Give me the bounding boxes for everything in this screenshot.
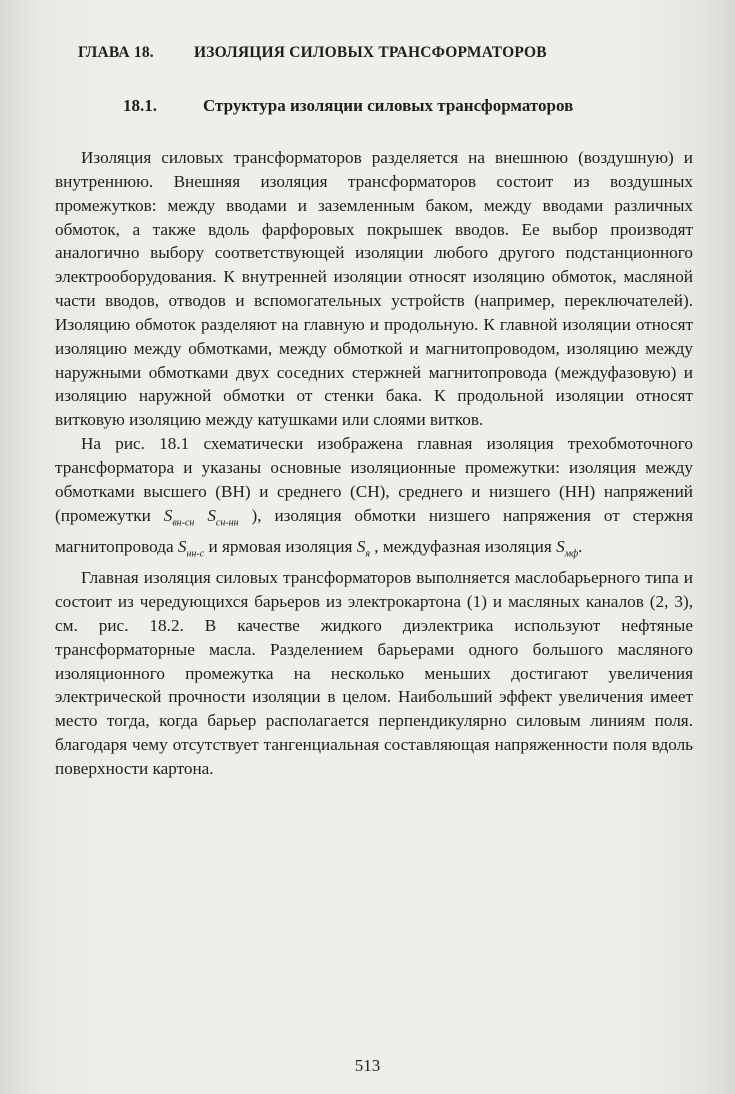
symbol-base: S	[177, 536, 187, 556]
symbol-subscript: нн-с	[186, 548, 205, 560]
symbol-s-vn-sn	[163, 505, 195, 529]
section-heading	[123, 96, 703, 116]
text-run: .	[578, 536, 583, 556]
text-run: и ярмовая изоляция	[204, 536, 357, 556]
paragraph-main-insulation: Главная изоляция силовых трансформаторов выполняется маслобарьерного типа и состоит из чередующихся барьеров из электрокартона (1) и масляных каналов (2, 3), см. рис. 18.2. В качестве жидкого диэлектрика используют нефтяные трансформаторные масла. Разделением барьерами одного большого масляного изоляционного промежутка на несколько меньших достигают увеличения электрической прочности изоляции в целом. Наибольший эффект увеличения имеет место тогда, когда барьер располагается перпендикулярно силовым линиям поля. благодаря чему отсутствует тангенциальная составляющая напряженности поля вдоль поверхности картона.	[55, 568, 693, 778]
text-run: ), изоляция обмотки низшего напряжения от стержня магнитопровода	[55, 505, 693, 556]
symbol-subscript: мф	[564, 548, 579, 560]
text-run	[194, 506, 207, 525]
symbol-s-sn-nn	[207, 505, 239, 529]
symbol-base: S	[207, 505, 216, 525]
symbol-s-nn-s	[177, 536, 205, 560]
chapter-title: ИЗОЛЯЦИЯ СИЛОВЫХ ТРАНСФОРМАТОРОВ	[194, 44, 547, 61]
page-number: 513	[354, 1056, 381, 1075]
symbol-subscript: я	[365, 548, 370, 560]
symbol-s-mf	[556, 536, 579, 560]
chapter-heading	[78, 44, 698, 62]
paragraph-figure-description	[55, 432, 693, 566]
section-title: Структура изоляции силовых трансформаторов	[203, 96, 574, 115]
body-text	[55, 146, 693, 781]
symbol-subscript: сн-нн	[215, 517, 239, 529]
section-number: 18.1.	[123, 96, 157, 115]
symbol-base: S	[356, 536, 366, 556]
chapter-number: ГЛАВА 18.	[78, 44, 154, 61]
text-run: , междуфазная изоляция	[369, 536, 557, 556]
symbol-base: S	[556, 536, 565, 556]
paragraph-insulation-overview: Изоляция силовых трансформаторов разделяется на внешнюю (воздушную) и внутреннюю. Внешняя изоляция трансформаторов состоит из воздушных промежутков: между вводами и заземленным баком, между вводами различных обмоток, а также вдоль фарфоровых покрышек вводов. Ее выбор производят аналогично выбору соответствующей изоляции любого другого подстанционного электрооборудования. К внутренней изоляции относят изоляцию обмоток, масляной части вводов, отводов и вспомогательных устройств (например, переключателей). Изоляцию обмоток разделяют на главную и продольную. К главной изоляции относят изоляцию между обмотками, между обмоткой и магнитопроводом, изоляцию между наружными обмотками двух соседних стержней магнитопровода (междуфазовую) и изоляцию наружной обмотки от стенки бака. К продольной изоляции относят витковую изоляцию между катушками или слоями витков.	[55, 148, 693, 430]
symbol-subscript: вн-сн	[172, 517, 195, 529]
symbol-base: S	[163, 505, 173, 525]
symbol-s-ya	[356, 536, 370, 560]
text-run: На рис. 18.1 схематически изображена главная изоляция трехобмоточного трансформатора и указаны основные изоляционные промежутки: изоляция между обмотками высшего (ВН) и среднего (СН), среднего и низшего (НН) напряжений (промежутки	[55, 434, 693, 525]
